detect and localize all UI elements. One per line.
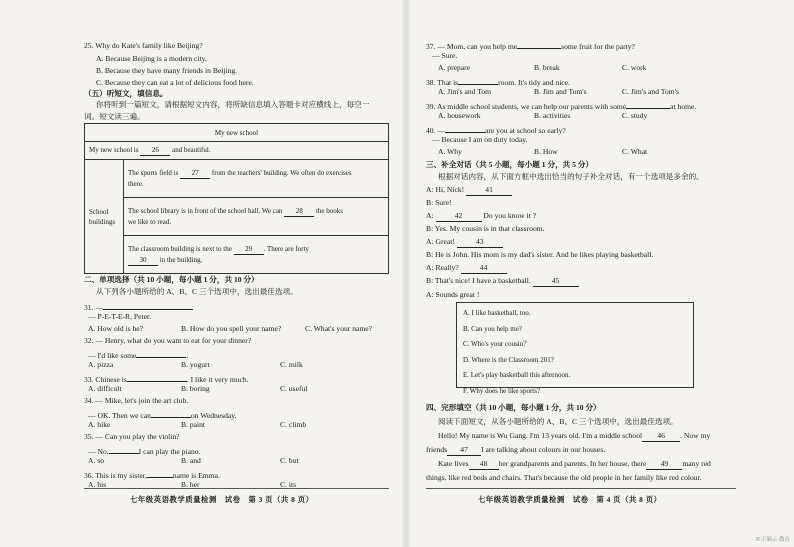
q34-option-c[interactable]: C. climb <box>280 420 307 429</box>
section2-instruction: 从下列各小题所给的 A、B、C 三个选项中，选出最佳选项。 <box>96 287 298 296</box>
dialogue-line: A: Really? 44 <box>426 262 507 274</box>
page-footer: 七年级英语教学质量检测 试卷 第 3 页（共 8 页） <box>130 495 314 504</box>
q34-option-a[interactable]: A. hike <box>88 420 111 429</box>
q37-blank[interactable] <box>517 38 561 49</box>
q32-option-a[interactable]: A. pizza <box>88 360 114 369</box>
q38-blank[interactable] <box>458 74 498 85</box>
q25-option-c: C. Because they can eat a lot of delicious food here. <box>96 78 254 87</box>
q33-option-a[interactable]: A. difficult <box>88 384 122 393</box>
q36-option-c[interactable]: C. its <box>280 480 297 489</box>
q40-option-a[interactable]: A. Why <box>438 147 462 156</box>
dialogue-line: A: Sounds great ! <box>426 290 480 299</box>
table-row-27: The sports field is 27 from the teachers' building. We often do exercises there. <box>124 160 389 198</box>
dialogue-option-box <box>456 302 694 395</box>
blank-47[interactable]: 47 <box>447 445 481 456</box>
q33-option-b[interactable]: B. boring <box>181 384 210 393</box>
q40-stem: 40. — are you at school so early? <box>426 122 566 137</box>
q32-line2: — I'd like some . <box>88 347 188 362</box>
q32-option-c[interactable]: C. milk <box>280 360 303 369</box>
table-row-28: The school library is in front of the school hall. We can 28 the books we like to read. <box>124 198 389 236</box>
table-row-26: My new school is 26 and beautiful. <box>85 142 389 160</box>
footer-rule <box>426 488 736 489</box>
q39-option-b[interactable]: B. activities <box>534 111 571 120</box>
q38-option-b[interactable]: B. Jim and Tom's <box>534 87 587 96</box>
blank-44[interactable]: 44 <box>461 263 507 274</box>
blank-26[interactable]: 26 <box>140 145 170 156</box>
q31-option-b[interactable]: B. How do you spell your name? <box>181 324 282 333</box>
q40-option-b[interactable]: B. How <box>534 147 558 156</box>
q31-option-a[interactable]: A. How old is he? <box>88 324 144 333</box>
q38-stem: 38. That is room. It's tidy and nice. <box>426 74 570 89</box>
section3-title: 三、补全对话（共 5 小题，每小题 1 分，共 5 分） <box>426 160 594 169</box>
q32-option-b[interactable]: B. yogurt <box>181 360 210 369</box>
q34-line2: — OK. Then we can on Wednesday. <box>88 407 237 422</box>
section5-title: （五）听短文，填信息。 <box>84 89 168 98</box>
table-header: My new school <box>85 124 389 142</box>
q33-blank[interactable] <box>127 371 187 382</box>
q35-stem: 35. — Can you play the violin? <box>84 432 180 441</box>
table-row-29-30: The classroom building is next to the 29 . There are forty 30 in the building. <box>124 236 389 274</box>
blank-45[interactable]: 45 <box>533 276 579 287</box>
section3-instruction: 根据对话内容，从下面方框中选出恰当的句子补全对话，有一个选项是多余的。 <box>438 172 704 181</box>
q25-option-a: A. Because Beijing is a modern city. <box>96 54 207 63</box>
page-4 <box>426 0 736 547</box>
dialogue-line: B: He is John. His mom is my dad's sister. And he likes playing basketball. <box>426 250 654 259</box>
dialogue-line: A: Hi, Nick! 41 <box>426 184 512 196</box>
q35-option-b[interactable]: B. and <box>181 456 201 465</box>
footer-rule <box>84 488 389 489</box>
dialogue-option-c: C. Who's your cousin？ <box>463 340 531 349</box>
q35-option-c[interactable]: C. but <box>280 456 299 465</box>
q39-option-c[interactable]: C. study <box>622 111 648 120</box>
cloze-line-3: Kate lives 48 her grandparents and parents. In her house, there 49 many red <box>438 459 711 468</box>
q40-option-c[interactable]: C. What <box>622 147 648 156</box>
q32-blank[interactable] <box>136 347 186 358</box>
blank-30[interactable]: 30 <box>128 255 158 266</box>
q37-option-a[interactable]: A. prepare <box>438 63 471 72</box>
q38-option-a[interactable]: A. Jim's and Tom <box>438 87 492 96</box>
blank-49[interactable]: 49 <box>646 459 682 470</box>
q36-option-a[interactable]: A. his <box>88 480 107 489</box>
q34-option-b[interactable]: B. paint <box>181 420 206 429</box>
q40-blank[interactable] <box>445 122 485 133</box>
q35-line2: — No, I can play the piano. <box>88 443 200 458</box>
q31-stem: 31. — <box>84 299 193 314</box>
q36-stem: 36. This is my sister, name is Emma. <box>84 467 220 482</box>
dialogue-option-e: E. Let's play basketball this afternoon. <box>463 371 571 380</box>
blank-42[interactable]: 42 <box>436 211 482 222</box>
section5-instruction: 你将听到一篇短文，请根据短文内容，将所缺信息填入答题卡对应横线上，每空一 <box>96 100 370 109</box>
section5-instruction-cont: 词。短文读三遍。 <box>84 112 145 121</box>
dialogue-option-b: B. Can you help me? <box>463 324 522 333</box>
q37-stem: 37. — Mom, can you help me some fruit for the party? <box>426 38 635 53</box>
q33-stem: 33. Chinese is . I like it very much. <box>84 371 249 386</box>
blank-29[interactable]: 29 <box>234 244 264 255</box>
blank-48[interactable]: 48 <box>469 459 499 470</box>
dialogue-option-d: D. Where is the Classroom 201? <box>463 355 554 364</box>
q37-option-c[interactable]: C. work <box>622 63 647 72</box>
cloze-line-4: things, like red beds and chairs. That's because the old people in her family like red colour. <box>426 473 702 482</box>
section2-title: 二、单项选择（共 10 小题，每小题 1 分，共 10 分） <box>84 275 259 284</box>
listening-table <box>84 123 389 274</box>
q39-option-a[interactable]: A. housework <box>438 111 481 120</box>
q25-option-b: B. Because they have many friends in Beijing. <box>96 66 238 75</box>
q31-option-c[interactable]: C. What's your name? <box>305 324 373 333</box>
q39-stem: 39. As middle school students, we can help our parents with some at home. <box>426 98 696 113</box>
blank-28[interactable]: 28 <box>284 206 314 217</box>
dialogue-line: B: Yes. My cousin is in that classroom. <box>426 224 545 233</box>
dialogue-line: A: Great! 43 <box>426 236 503 248</box>
q33-option-c[interactable]: C. useful <box>280 384 308 393</box>
cloze-line-1: Hello! My name is Wu Gang. I'm 13 years old. I'm a middle school 46 . Now my <box>438 431 711 440</box>
blank-41[interactable]: 41 <box>466 185 512 196</box>
q34-stem: 34. — Mike, let's join the art club. <box>84 396 189 405</box>
blank-46[interactable]: 46 <box>642 431 680 442</box>
q31-blank[interactable] <box>103 299 193 310</box>
q32-stem: 32. — Henry, what do you want to eat for your dinner? <box>84 336 252 345</box>
dialogue-line: B: That's nice! I have a basketball. 45 <box>426 275 579 287</box>
q40-line2: — Because I am on duty today. <box>432 135 528 144</box>
blank-43[interactable]: 43 <box>457 237 503 248</box>
school-buildings-label: School buildings <box>85 160 124 274</box>
dialogue-option-a: A. I like basketball, too. <box>463 309 531 317</box>
q36-option-b[interactable]: B. her <box>181 480 200 489</box>
q34-blank[interactable] <box>151 407 191 418</box>
q38-option-c[interactable]: C. Jim's and Tom's <box>622 87 679 96</box>
q31-line2: — P-E-T-E-R, Peter. <box>88 312 151 321</box>
q37-line2: — Sure. <box>432 51 458 60</box>
watermark: ©正确云·教育 <box>755 537 790 543</box>
q36-blank[interactable] <box>147 467 173 478</box>
q35-option-a[interactable]: A. so <box>88 456 105 465</box>
q39-blank[interactable] <box>626 98 670 109</box>
page-3 <box>84 0 389 547</box>
q37-option-b[interactable]: B. break <box>534 63 560 72</box>
cloze-line-2: friends 47 I are talking about colours in our houses. <box>426 445 606 454</box>
blank-27[interactable]: 27 <box>180 168 210 179</box>
section4-title: 四、完形填空（共 10 小题，每小题 1 分，共 10 分） <box>426 403 601 412</box>
q25-stem: 25. Why do Kate's family like Beijing? <box>84 41 203 50</box>
page-footer: 七年级英语教学质量检测 试卷 第 4 页（共 8 页） <box>478 495 662 504</box>
page-fold <box>402 0 410 547</box>
q35-blank[interactable] <box>109 443 139 454</box>
dialogue-line: B: Sure! <box>426 198 452 207</box>
dialogue-option-f: F. Why does he like sports? <box>463 386 541 395</box>
section4-instruction: 阅读下面短文，从各小题所给的 A、B、C 三个选项中，选出最佳选项。 <box>438 417 678 426</box>
dialogue-line: A: 42 Do you know it ? <box>426 211 537 220</box>
